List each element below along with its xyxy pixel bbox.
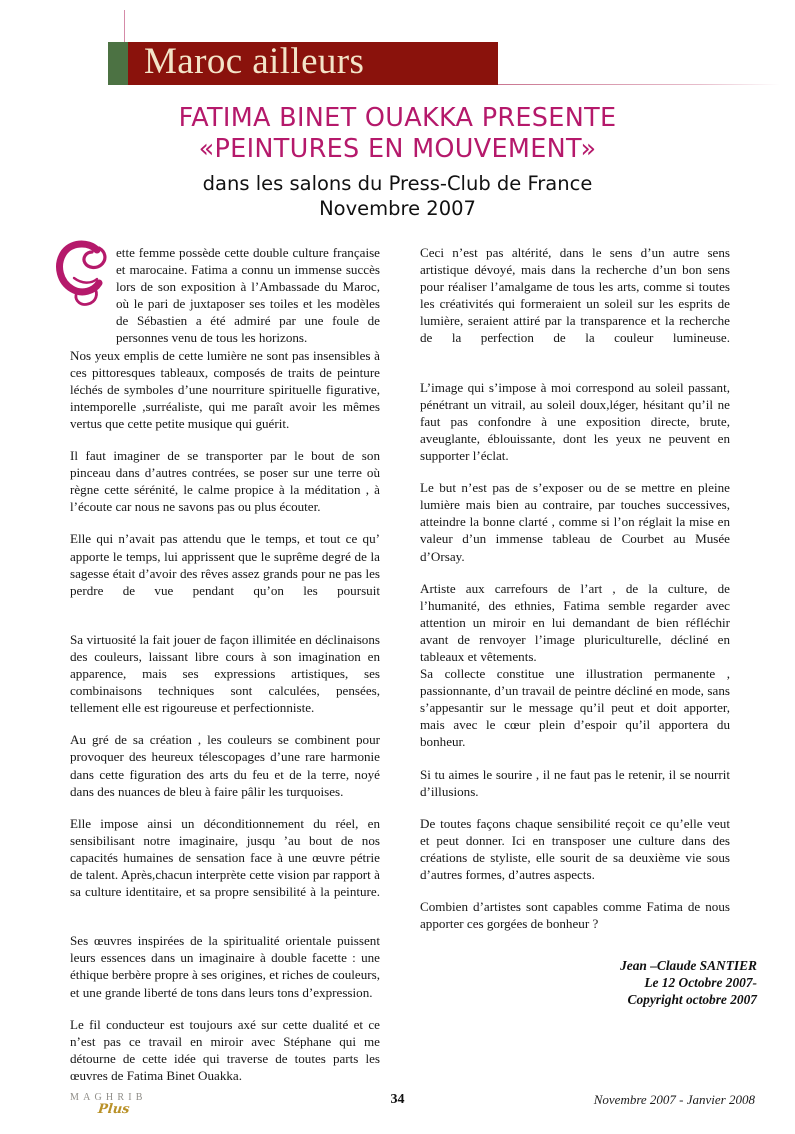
paragraph: Au gré de sa création , les couleurs se combinent pour provoquer des heureux télescopages d’une rare harmonie dans cette figuration des arts du feu et de la terre, noyé dans des nuances de bleu à faire pâlir les turquoises. bbox=[70, 732, 380, 799]
headline-subtitle-date: Novembre 2007 bbox=[319, 197, 476, 220]
signature-author: Jean –Claude SANTIER bbox=[620, 958, 757, 973]
paragraph: Combien d’artistes sont capables comme Fatima de nous apporter ces gorgées de bonheur ? bbox=[420, 899, 730, 932]
issue-date: Novembre 2007 - Janvier 2008 bbox=[593, 1092, 755, 1107]
headline-line-1: FATIMA BINET OUAKKA PRESENTE bbox=[178, 103, 617, 133]
logo-wordmark: MAGHRIB bbox=[70, 1092, 147, 1103]
article-column-left bbox=[70, 244, 380, 1099]
headline-line-2: «PEINTURES EN MOUVEMENT» bbox=[198, 134, 597, 164]
paragraph: Le fil conducteur est toujours axé sur cette dualité et ce n’est pas ce travail en miroir avec Stéphane qui me détourne de cette idée qui traverse de toutes parts les œuvres de Fatima Binet Ouakka. bbox=[70, 1016, 380, 1083]
paragraph: Sa collecte constitue une illustration permanente , passionnante, d’un travail de peintre décliné en mode, sans s’appesantir sur le message qu’il peut et doit apporter, mais avec le cœur plein d’espoir qu’il apportera du bonheur. bbox=[420, 666, 730, 750]
paragraph: Elle qui n’avait pas attendu que le temps, et tout ce qu’ apporte le temps, lui apprissent que le suprême degré de la sagesse était d’avoir des rêves assez grands pour ne pas les perdre de vue pendant qu’on les poursuit bbox=[70, 531, 380, 598]
headline-subtitle-venue: dans les salons du Press-Club de France bbox=[202, 172, 593, 195]
paragraph: Nos yeux emplis de cette lumière ne sont pas insensibles à ces pittoresques tableaux, composés de traits de peinture léchés de symboles d’une nourriture spirituelle figurative, intemporelle ,surréaliste, qui me paraît avoir les mêmes vertus que cette petite musique qui guérit. bbox=[70, 347, 380, 431]
article-headline-block bbox=[0, 103, 795, 221]
paragraph: Elle impose ainsi un déconditionnement du réel, en sensibilisant notre imaginaire, jusqu ’au bout de nos capacités humaines de sensation face à une œuvre pétrie de talent. Après,chacun interprète cette vision par rapport à sa culture identitaire, et sa propre sensibilité à la peinture. bbox=[70, 815, 380, 900]
signature-copyright: Copyright octobre 2007 bbox=[627, 992, 757, 1007]
paragraph: De toutes façons chaque sensibilité reçoit ce qu’elle veut et peut donner. Ici en transposer une culture dans des créations de styliste, elle sourit de sa deuxième vie sous d’autres formes, d’autres aspects. bbox=[420, 815, 730, 882]
header-vertical-rule bbox=[124, 10, 125, 44]
lead-paragraph bbox=[70, 244, 380, 347]
paragraph: Sa virtuosité la fait jouer de façon illimitée en déclinaisons des couleurs, laissant libre cours à son imagination en apparence, mais ses expressions artistiques, ses combinaisons techniques sont calculées, pensées, tellement elle est rigoureuse et perfectionniste. bbox=[70, 631, 380, 716]
paragraph: Si tu aimes le sourire , il ne faut pas le retenir, il se nourrit d’illusions. bbox=[420, 766, 730, 799]
paragraph: Ses œuvres inspirées de la spiritualité orientale puissent leurs essences dans un imaginaire à double facette : une éthique berbère propre à ses origines, et riches de couleurs, et une grande liberté de tons dans leurs tons d’expression. bbox=[70, 933, 380, 1000]
page-number: 34 bbox=[390, 1092, 405, 1107]
logo-script-icon: Plus bbox=[97, 1102, 131, 1117]
section-banner bbox=[108, 42, 498, 85]
section-banner-title: Maroc ailleurs bbox=[144, 41, 365, 82]
article-column-right bbox=[420, 244, 730, 947]
paragraph: L’image qui s’impose à moi correspond au soleil passant, pénétrant un vitrail, au soleil doux,léger, hésitant qu’il ne faut pas confondre à une exposition directe, brute, aveuglante, éblouissante, dont les yeux ne peuvent en supporter l’éclat. bbox=[420, 379, 730, 464]
article-signature bbox=[620, 957, 757, 1008]
header-horizontal-rule bbox=[495, 84, 780, 85]
paragraph: Le but n’est pas de s’exposer ou de se mettre en pleine lumière mais bien au contraire, par touches successives, atteindre la bonne clarté , comme si l’on réglait la mise en valeur d’un immense tableau de Courbet au Musée d’Orsay. bbox=[420, 480, 730, 564]
lead-paragraph-text: ette femme possède cette double culture française et marocaine. Fatima a connu un immense succès lors de son exposition à l’Ambassade du Maroc, où le pari de juxtaposer ses toiles et les modèles de Sébastien a été admiré par une foule de personnes venu de tous les horizons. bbox=[116, 245, 380, 346]
signature-date: Le 12 Octobre 2007- bbox=[644, 975, 757, 990]
paragraph: Il faut imaginer de se transporter par le bout de son pinceau dans d’autres contrées, se poser sur une terre où règne cette sérénité, le calme propice à la méditation , à l’écoute car nous ne savons pas ou plus écouter. bbox=[70, 448, 380, 515]
drop-cap-c-icon bbox=[54, 238, 112, 308]
article-body bbox=[70, 244, 730, 1083]
paragraph: Ceci n’est pas altérité, dans le sens d’un autre sens artistique dévoyé, mais dans la recherche d’un bon sens pour réaliser l’amalgame de tous les arts, comme si toutes les créativités qui formeraient un soleil sur les esprits de lumière, seraient attiré par la transparence et la recherche de la perfection de la couleur lumineuse. bbox=[420, 245, 730, 346]
paragraph: Artiste aux carrefours de l’art , de la culture, de l’humanité, des ethnies, Fatima semble regarder avec attention un miroir en lui demandant de bien réfléchir avant de renvoyer l’image pluriculturelle, décliné en tableaux et vêtements. bbox=[420, 580, 730, 664]
